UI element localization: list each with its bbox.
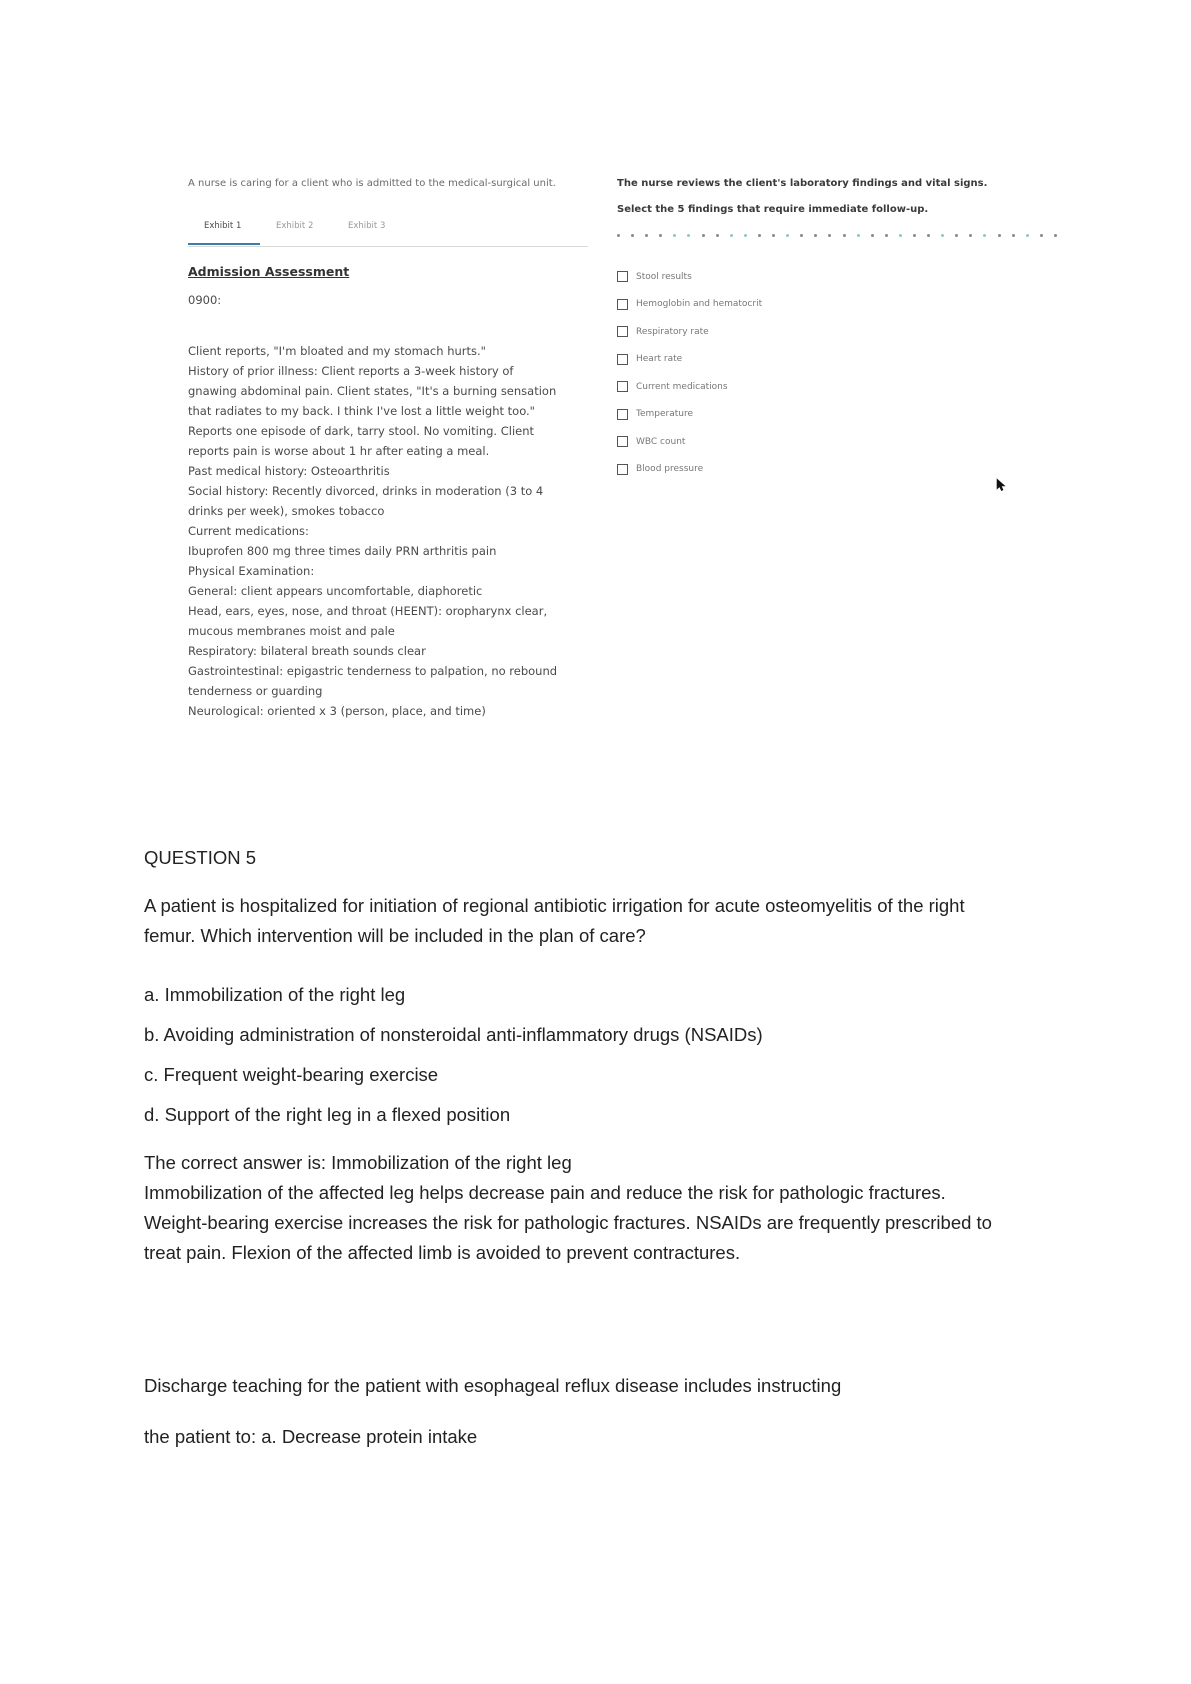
checkbox[interactable] <box>617 354 628 365</box>
rationale-line: Immobilization of the affected leg helps decrease pain and reduce the risk for pathologic fractures. <box>144 1182 946 1203</box>
progress-dot <box>1012 234 1015 237</box>
tab-exhibit-2[interactable]: Exhibit 2 <box>276 221 314 231</box>
progress-dot <box>758 234 761 237</box>
progress-dot <box>913 234 916 237</box>
assessment-time: 0900: <box>188 293 222 307</box>
answer-rationale <box>144 1148 1064 1268</box>
rationale-line: Weight-bearing exercise increases the risk for pathologic fractures. NSAIDs are frequently prescribed to <box>144 1212 992 1233</box>
option-respiratory-rate[interactable] <box>617 318 762 346</box>
option-label: Temperature <box>636 409 694 420</box>
assessment-line: Head, ears, eyes, nose, and throat (HEENT): oropharynx clear, <box>188 604 548 618</box>
progress-dot <box>687 234 690 237</box>
progress-dot <box>617 234 620 237</box>
checkbox[interactable] <box>617 271 628 282</box>
checkbox[interactable] <box>617 436 628 447</box>
checkbox[interactable] <box>617 381 628 392</box>
progress-dots <box>617 234 1057 240</box>
progress-dot <box>800 234 803 237</box>
assessment-line: that radiates to my back. I think I've lost a little weight too." <box>188 404 535 418</box>
answer-option-a: a. Immobilization of the right leg <box>144 984 406 1005</box>
assessment-line: Respiratory: bilateral breath sounds clear <box>188 644 426 658</box>
answer-option-c: c. Frequent weight-bearing exercise <box>144 1064 439 1085</box>
option-label: Current medications <box>636 381 728 392</box>
checkbox[interactable] <box>617 409 628 420</box>
checkbox[interactable] <box>617 299 628 310</box>
option-hemoglobin-hematocrit[interactable] <box>617 291 762 319</box>
progress-dot <box>941 234 944 237</box>
assessment-line: Past medical history: Osteoarthritis <box>188 464 390 478</box>
assessment-line: Client reports, "I'm bloated and my stomach hurts." <box>188 344 486 358</box>
exhibit-panel <box>188 178 588 718</box>
assessment-line: General: client appears uncomfortable, diaphoretic <box>188 584 483 598</box>
assessment-line: Social history: Recently divorced, drinks in moderation (3 to 4 <box>188 484 544 498</box>
progress-dot <box>927 234 930 237</box>
progress-dot <box>772 234 775 237</box>
option-label: Heart rate <box>636 354 683 365</box>
option-label: Respiratory rate <box>636 326 709 337</box>
assessment-line: Reports one episode of dark, tarry stool. No vomiting. Client <box>188 424 535 438</box>
progress-dot <box>716 234 719 237</box>
assessment-line: gnawing abdominal pain. Client states, "It's a burning sensation <box>188 384 557 398</box>
option-heart-rate[interactable] <box>617 346 762 374</box>
discharge-question-line: Discharge teaching for the patient with esophageal reflux disease includes instructing <box>144 1375 842 1396</box>
question-title: QUESTION 5 <box>144 847 257 868</box>
progress-dot <box>843 234 846 237</box>
progress-dot <box>885 234 888 237</box>
option-current-medications[interactable] <box>617 373 762 401</box>
checkbox[interactable] <box>617 326 628 337</box>
option-label: Blood pressure <box>636 464 704 475</box>
exhibit-tabs <box>188 221 588 247</box>
progress-dot <box>631 234 634 237</box>
progress-dot <box>998 234 1001 237</box>
progress-dot <box>1054 234 1057 237</box>
answer-options <box>144 975 1064 1135</box>
progress-dot <box>786 234 789 237</box>
discharge-question-line: the patient to: a. Decrease protein intake <box>144 1426 478 1447</box>
question-stem-line: A patient is hospitalized for initiation of regional antibiotic irrigation for acute osteomyelitis of the right <box>144 895 965 916</box>
checkbox[interactable] <box>617 464 628 475</box>
progress-dot <box>730 234 733 237</box>
question-stem-line: femur. Which intervention will be included in the plan of care? <box>144 925 646 946</box>
progress-dot <box>969 234 972 237</box>
progress-dot <box>955 234 958 237</box>
mouse-cursor-icon <box>996 478 1008 492</box>
progress-dot <box>659 234 662 237</box>
progress-dot <box>871 234 874 237</box>
progress-dot <box>744 234 747 237</box>
assessment-line: Current medications: <box>188 524 309 538</box>
exam-screenshot <box>0 0 1191 760</box>
assessment-line: mucous membranes moist and pale <box>188 624 395 638</box>
assessment-title: Admission Assessment <box>188 264 350 279</box>
assessment-line: Physical Examination: <box>188 564 315 578</box>
assessment-notes <box>188 341 598 721</box>
exhibit-intro: A nurse is caring for a client who is admitted to the medical-surgical unit. <box>188 178 556 189</box>
question-instruction: The nurse reviews the client's laboratory findings and vital signs. <box>617 178 988 189</box>
option-temperature[interactable] <box>617 401 762 429</box>
assessment-line: History of prior illness: Client reports a 3-week history of <box>188 364 514 378</box>
select-prompt: Select the 5 findings that require immediate follow-up. <box>617 204 929 215</box>
rationale-line: treat pain. Flexion of the affected limb is avoided to prevent contractures. <box>144 1242 741 1263</box>
option-label: Stool results <box>636 271 692 282</box>
active-tab-indicator <box>188 243 260 245</box>
assessment-line: drinks per week), smokes tobacco <box>188 504 385 518</box>
option-label: WBC count <box>636 436 686 447</box>
assessment-line: tenderness or guarding <box>188 684 323 698</box>
progress-dot <box>983 234 986 237</box>
option-label: Hemoglobin and hematocrit <box>636 299 763 310</box>
option-blood-pressure[interactable] <box>617 456 762 484</box>
progress-dot <box>702 234 705 237</box>
assessment-line: Ibuprofen 800 mg three times daily PRN arthritis pain <box>188 544 497 558</box>
tab-exhibit-3[interactable]: Exhibit 3 <box>348 221 386 231</box>
progress-dot <box>645 234 648 237</box>
assessment-line: Neurological: oriented x 3 (person, place, and time) <box>188 704 486 718</box>
option-wbc-count[interactable] <box>617 428 762 456</box>
question-stem <box>144 891 1064 951</box>
option-stool-results[interactable] <box>617 263 762 291</box>
progress-dot <box>673 234 676 237</box>
progress-dot <box>814 234 817 237</box>
progress-dot <box>1026 234 1029 237</box>
progress-dot <box>1040 234 1043 237</box>
progress-dot <box>899 234 902 237</box>
answer-option-b: b. Avoiding administration of nonsteroidal anti-inflammatory drugs (NSAIDs) <box>144 1024 763 1045</box>
findings-checklist <box>617 263 762 483</box>
assessment-line: Gastrointestinal: epigastric tenderness to palpation, no rebound <box>188 664 558 678</box>
answer-option-d: d. Support of the right leg in a flexed position <box>144 1104 511 1125</box>
progress-dot <box>857 234 860 237</box>
assessment-line: reports pain is worse about 1 hr after eating a meal. <box>188 444 490 458</box>
progress-dot <box>828 234 831 237</box>
correct-answer: The correct answer is: Immobilization of the right leg <box>144 1152 572 1173</box>
tab-exhibit-1[interactable]: Exhibit 1 <box>204 221 242 231</box>
